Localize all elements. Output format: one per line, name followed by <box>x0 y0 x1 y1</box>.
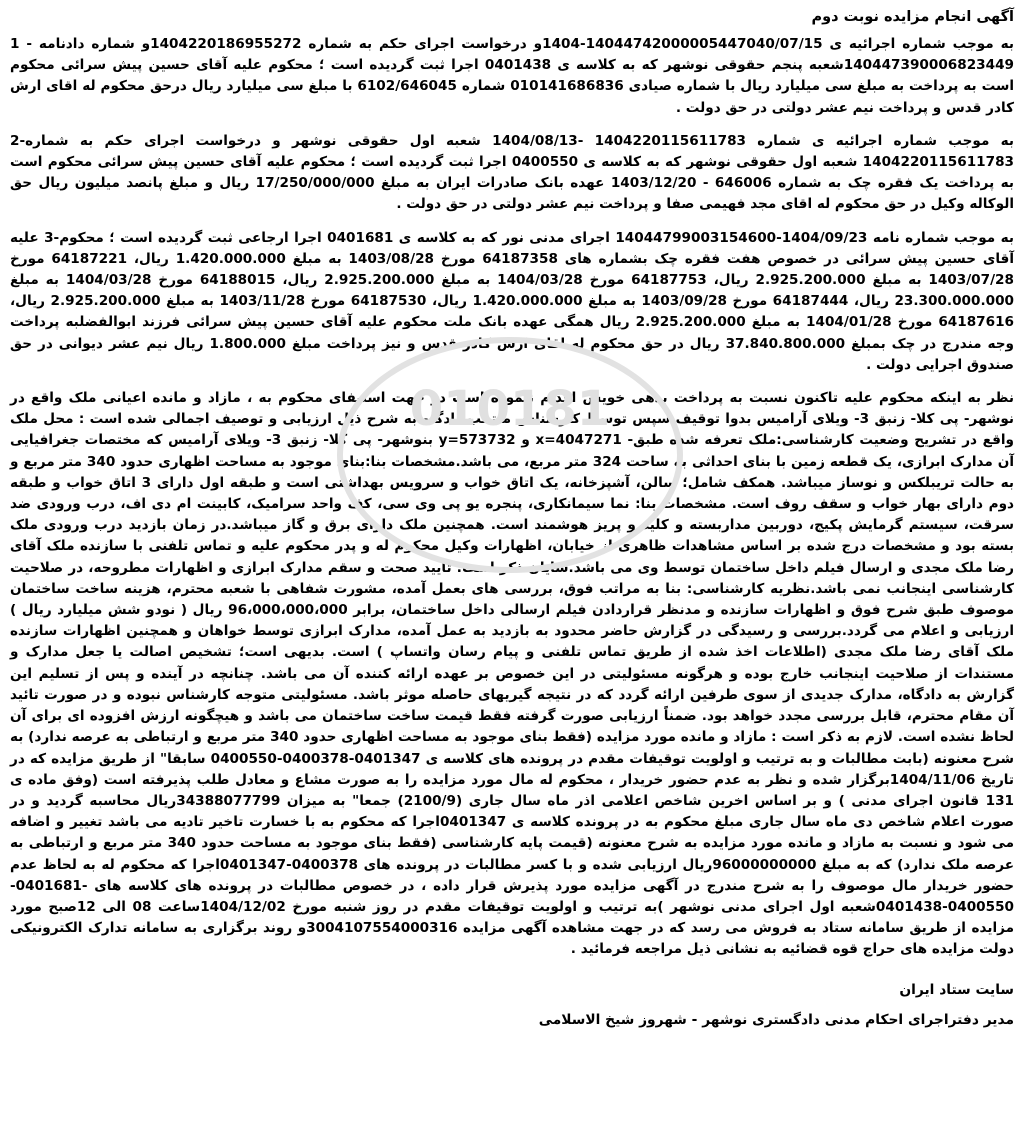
spacer <box>10 971 1014 979</box>
seal-number: 010181 <box>409 381 611 437</box>
notice-paragraph-2: به موجب شماره اجرائیه ی شماره 1404220115611783 -1404/08/13 شعبه اول حقوقی نوشهر و درخواست اجرای حکم به شماره-2 1404220115611783 شعبه اول حقوقی نوشهر که به کلاسه ی 0400550 اجرا ثبت گردیده است ؛ محکوم علیه آقای حسین پیش سرائی محکوم است به پرداخت یک فقره چک به شماره 646006 - 1403/12/20 عهده بانک صادرات ایران به مبلغ 17/250/000/000 ریال و مبلغ پانصد میلیون ریال حق الوکاله وکیل در حق محکوم له اقای مجد فهیمی صفا و پرداخت نیم عشر دولتی در حق دولت . <box>10 132 1015 213</box>
spacer <box>10 1001 1014 1009</box>
footer-signatory: مدیر دفتراجرای احکام مدنی دادگستری نوشهر - شهروز شیخ الاسلامی <box>538 1011 1014 1028</box>
notice-paragraph-1: به موجب شماره اجرائیه ی 14044742000005447040/07/15-1404و درخواست اجرای حکم به شماره 1404220186955272و شماره دادنامه - 1 140447390006823449شعبه پنجم حقوقی نوشهر که به کلاسه ی 0401438 اجرا ثبت گردیده است ؛ محکوم علیه آقای حسین پیش سرائی محکوم است به پرداخت به مبلغ سی میلیارد ریال با شماره صیادی 010141686836 شماره 6102/646045 با مبلغ سی میلیارد ریال درحق محکوم له اقای ارش کادر قدس و پرداخت نیم عشر دولتی در حق دولت . <box>10 36 1014 116</box>
notice-title: آگهی انجام مزایده نوبت دوم <box>811 9 1014 25</box>
footer-site: سایت ستاد ایران <box>899 981 1014 998</box>
notice-paragraph-3: به موجب شماره نامه 1404/09/23-14044799003154600 اجرای مدنی نور که به کلاسه ی 0401681 اجرا ارجاعی ثبت گردیده است ؛ محکوم-3 علیه آقای حسین پیش سرائی در خصوص هفت فقره چک بشماره های 64187358 مورخ 1403/08/28 به مبلغ 1.420.000.000 ریال، 64187221 مورخ 1403/07/28 به مبلغ 2.925.200.000 ریال، 64187753 مورخ 1404/03/28 به مبلغ 2.925.200.000 ریال، 64188015 مورخ 1404/03/28 به مبلغ 23.300.000.000 ریال، 64187444 مورخ 1403/09/28 به مبلغ 1.420.000.000 ریال، 64187530 مورخ 1403/11/28 به مبلغ 2.925.200.000 ریال، 64187616 مورخ 1404/01/28 به مبلغ 2.925.200.000 ریال همگی عهده بانک ملت محکوم علیه آقای حسین پیش سرائی فرزند ابوالفضلبه پرداخت وجه مندرج در چک بمبلغ 37.840.800.000 ریال در حق محکوم له اقای ارش کادر قدس و نیز پرداخت مبلغ 1.800.000 ریال نیم عشر دیوانی در حق صندوق اجرایی دولت . <box>10 229 1014 373</box>
notice-page <box>10 4 1014 1122</box>
notice-paragraph-4: نظر به اینکه محکوم علیه تاکنون نسبت به پرداخت بدهی خویش اقدام ننموده است در جهت استیفای محکوم به ، مازاد و مانده اعیانی ملک واقع در نوشهر- پی کلا- زنبق 3- ویلای آرامیس بدوا توقیف سپس توسط کارشناس منتخب دادگاه به شرح ذیل ارزیابی و توصیف اجمالی شده است : محل ملک واقع در تشریح وضعیت کارشناسی:ملک تعرفه شده طبق- x=4047271 و y=573732 بنوشهر- پی کلا- زنبق 3- ویلای آرامیس که مختصات جغرافیایی آن مدارک ابرازی، یک قطعه زمین با بنای احداثی به ساحت 324 متر مربع، می باشد.مشخصات بنا:بنای موجود به مساحت اظهاری حدود 340 متر مربع و به حالت تریبلکس و نوساز میباشد. همکف شامل؛ سالن، آشپزخانه، یک اتاق خواب و سرویس بهداشتی است و طبقه اول دارای 3 اتاق خواب و طبقه دوم دارای بهار خواب و سقف روف است. مشخصات بنا: نما سیمانکاری، پنجره یو پی وی سی، کف واحد سرامیک، کابینت ام دی اف، درب ورودی ضد سرقت، سیستم گرمایش پکیج، دوربین مداربسته و کلید و پریز هوشمند است. همچنین ملک دارای برق و گاز میباشد.در زمان بازدید درب ورودی ملک بسته بود و مشخصات درج شده بر اساس مشاهدات ظاهری از خیابان، اظهارات وکیل محکوم له و پدر محکوم علیه و تماس تلفنی با سازنده ملک آقای رضا ملک مجدی و ارسال فیلم داخل ساختمان توسط وی می باشد.شایان ذکر است؛ تایید صحت و سقم مدارک ابرازی و اظهارات مطروحه، در صلاحیت کارشناسی اینجانب نمی باشد.نظریه کارشناسی: بنا به مراتب فوق، بررسی های بعمل آمده، مشورت شفاهی با شعبه محترم، هزینه ساخت ساختمان موصوف طبق شرح فوق و اظهارات سازنده و مدنظر قراردادن فیلم ارسالی داخل ساختمان، برابر 96،000،000،000 ریال ( نودو شش میلیارد ریال ) ارزیابی و اعلام می گردد.بررسی و رسیدگی در گزارش حاضر محدود به بازدید به عمل آمده، مدارک ابرازی توسط خواهان و همچنین اظهارات سازنده ملک آقای رضا ملک مجدی (اطلاعات اخذ شده از طریق تماس تلفنی و پیام رسان واتساپ ) است. بدیهی است؛ تشخیص اصالت یا جعل مدارک و مستندات از صلاحیت اینجانب خارج بوده و هرگونه مسئولیتی در این خصوص بر عهده ارائه کننده آن می باشد. چنانچه در آینده و پس از تسلیم این گزارش به دادگاه، مدارک جدیدی از سوی طرفین ارائه گردد که در نتیجه گیریهای حاصله موثر باشد. مسئولیتی متوجه کارشناس نبوده و در صورت تائید آن مقام محترم، قابل بررسی مجدد خواهد بود. ضمناً ارزیابی صورت گرفته فقط قیمت ساخت ساختمان می باشد و هیچگونه ارزش افزوده ای برای آن لحاظ نشده است. لازم به ذکر است : مازاد و مانده مورد مزایده (فقط بنای موجود به مساحت اظهاری حدود 340 متر مربع و ارتباطی به عرصه ندارد) به شرح معنونه (بابت مطالبات و به ترتیب و اولویت توقیفات مقدم در پرونده های کلاسه ی 0401347-0400378-0400550 سابقا" از طریق مزایده که در تاریخ 1404/11/06برگزار شده و نظر به عدم حضور خریدار ، محکوم له مال مورد مزایده را به صورت مشاع و معادل طلب پذیرفته است (وفق ماده ی 131 قانون اجرای مدنی ) و بر اساس اخرین شاخص اعلامی اذر ماه سال جاری (2100/9) جمعا" به میزان 34388077799ریال محاسبه گردید و در صورت اعلام شاخص دی ماه سال جاری مبلغ محکوم به در پرونده کلاسه ی 0401347اجرا که محکوم به با خسارت تاخیر تادیه می باشد تغییر و اضافه می شود و نسبت به مازاد و مانده مورد مزایده به شرح معنونه (قیمت پایه کارشناسی (فقط بنای موجود به مساحت حدود 340 متر مربع و ارتباطی به عرصه ملک ندارد) که به مبلغ 96000000000ریال ارزیابی شده و با کسر مطالبات در پرونده های 0400378-0401347اجرا که محکوم له به لحاظ عدم حضور خریدار مال موصوف را به شرح مندرج در آگهی مزایده مورد پذیرش قرار داده ، در خصوص مطالبات در پرونده های کلاسه های -0401681-0400550-0401438شعبه اول اجرای مدنی نوشهر )به ترتیب و اولویت توقیفات مقدم در روز شنبه مورخ 1404/12/02ساعت 08 الی 12صبح مورد مزایده از طریق سامانه ستاد به فروش می رسد که در جهت مشاهده آگهی مزایده 3004107554000316و روند برگزاری به سامانه تدارک الکترونیکی دولت مزایده های حراج قوه قضائیه به نشانی ذیل مراجعه فرمائید . <box>10 390 1015 958</box>
